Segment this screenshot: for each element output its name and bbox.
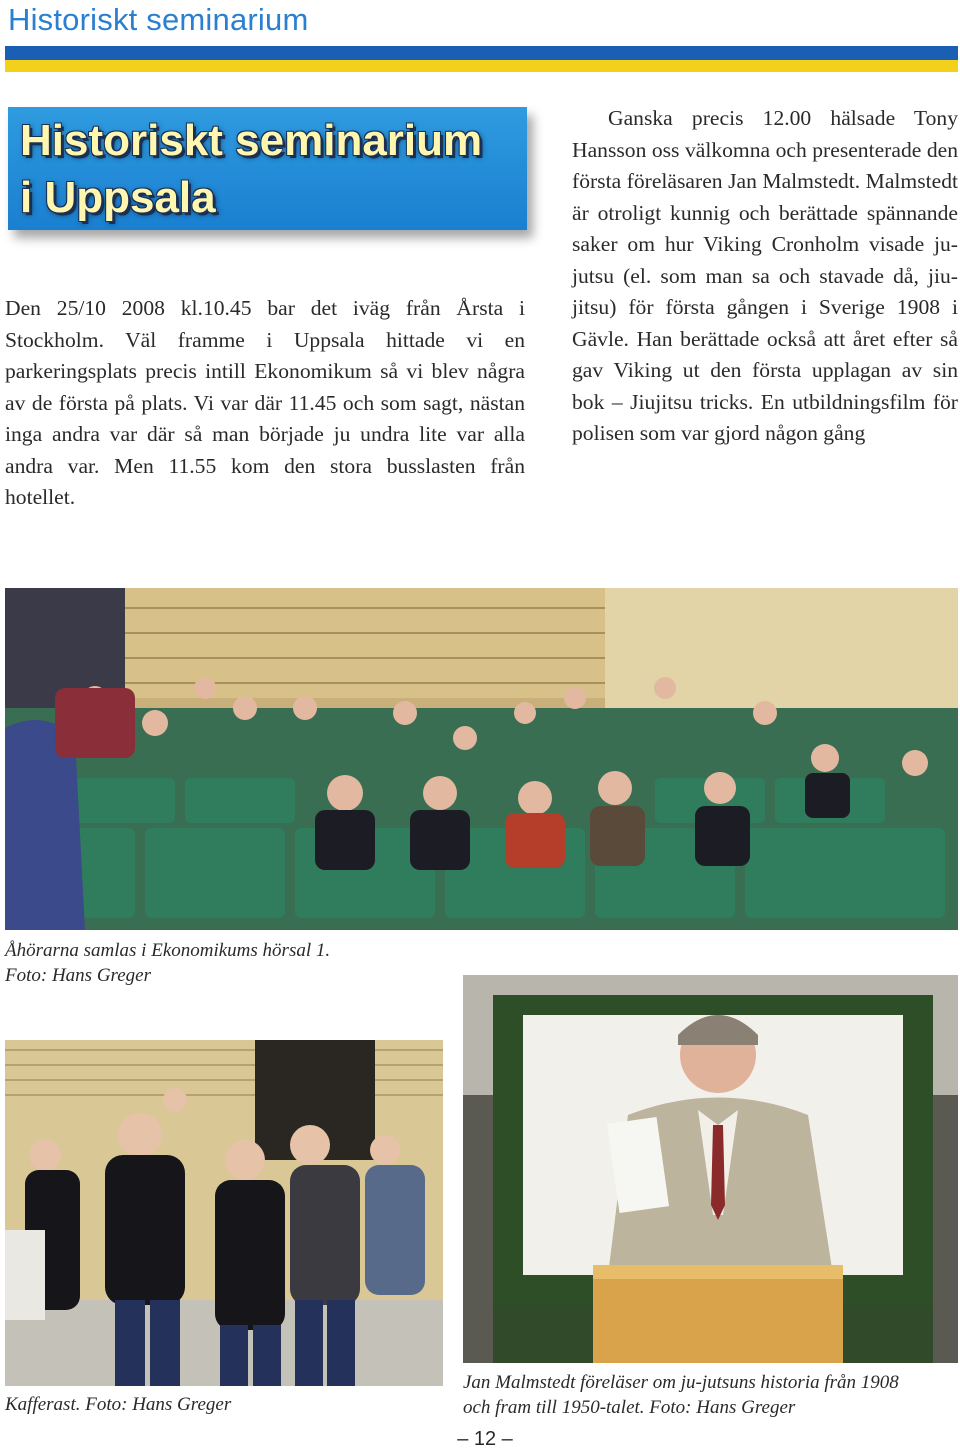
audience-photo xyxy=(5,588,958,930)
audience-photo-image xyxy=(5,588,958,930)
audience-caption xyxy=(5,938,330,988)
audience-caption-line1: Åhörarna samlas i Ekonomikums hörsal 1. xyxy=(5,940,331,961)
header-rule-blue xyxy=(5,46,958,60)
article-title-line2: i Uppsala xyxy=(20,173,216,222)
coffee-break-photo-image xyxy=(5,1040,443,1386)
speaker-photo-image xyxy=(463,975,958,1363)
audience-caption-line2: Foto: Hans Greger xyxy=(5,965,151,986)
speaker-caption-line1: Jan Malmstedt föreläser om ju-jutsuns historia från 1908 xyxy=(463,1372,899,1393)
page-number: – 12 – xyxy=(457,1428,513,1450)
speaker-photo xyxy=(463,975,958,1363)
left-column-paragraph: Den 25/10 2008 kl.10.45 bar det iväg från Årsta i Stockholm. Väl framme i Uppsala hittade vi en parkeringsplats precis intill Ekonomikum så vi blev några av de första på plats. Vi var där 11.45 och som sagt, nästan inga andra var där så man började ju undra lite var alla andra var. Men 11.55 kom den stora busslasten från hotellet. xyxy=(5,296,525,509)
speaker-caption xyxy=(463,1370,899,1420)
running-head: Historiskt seminarium xyxy=(8,2,309,37)
article-right-column xyxy=(572,103,958,450)
article-title-line1: Historiskt seminarium xyxy=(20,116,483,165)
right-column-paragraph: Ganska precis 12.00 hälsade Tony Hansson oss välkomna och presenterade den första föreläsaren Jan Malmstedt. Malmstedt är otroligt kunnig och berättade spännande saker om hur Viking Cronholm visade ju-jutsu (el. som man sa och stavade då, jiu-jitsu) för första gången i Sverige 1908 i Gävle. Han berättade också att året efter så gav Viking ut den första upplagan av sin bok – Jiujitsu tricks. En utbildningsfilm för polisen som var gjord någon gång xyxy=(572,106,958,445)
header-rule-yellow xyxy=(5,60,958,72)
article-left-column xyxy=(5,293,525,514)
coffee-break-caption: Kafferast. Foto: Hans Greger xyxy=(5,1394,232,1415)
coffee-break-photo xyxy=(5,1040,443,1386)
article-title xyxy=(20,112,530,226)
speaker-caption-line2: och fram till 1950-talet. Foto: Hans Greger xyxy=(463,1397,796,1418)
